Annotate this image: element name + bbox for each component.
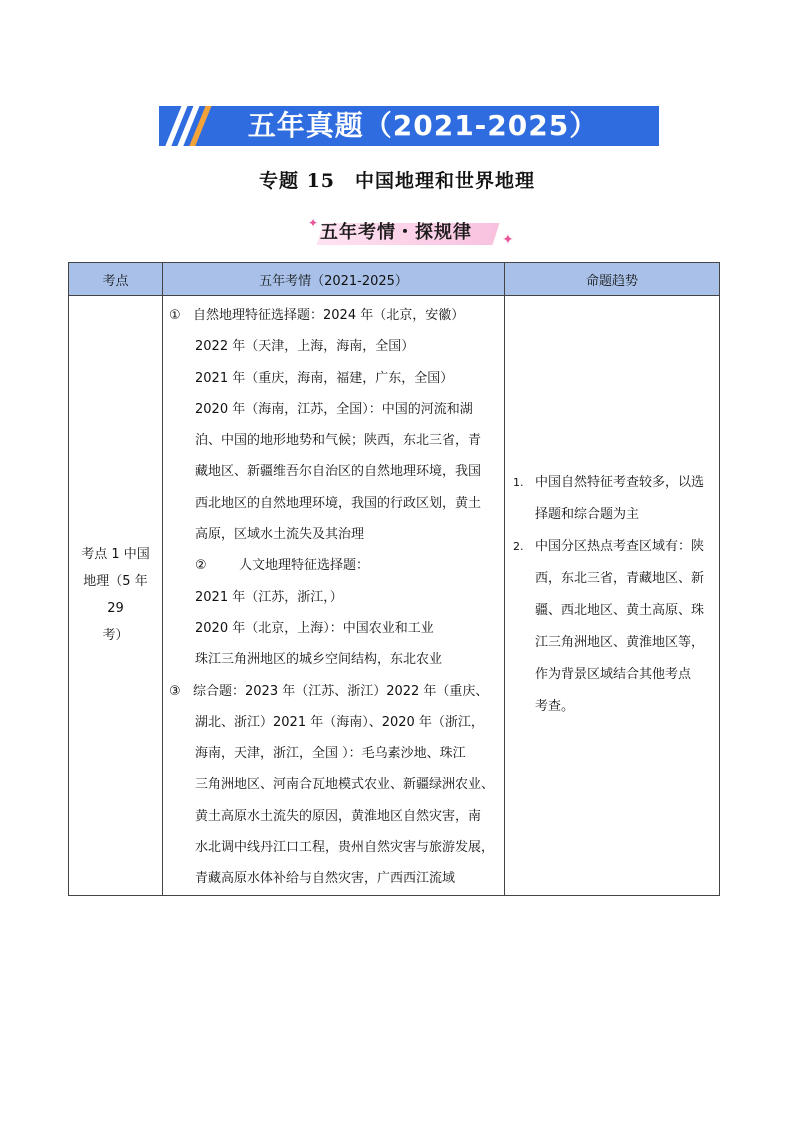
detail-line xyxy=(169,300,500,331)
trend-item xyxy=(511,467,711,531)
detail-line xyxy=(169,676,500,707)
trend-cell xyxy=(505,296,720,896)
item-marker: ③ xyxy=(169,683,181,699)
sparkle-icon: ✦ xyxy=(308,216,319,230)
point-cell xyxy=(69,296,163,896)
detail-line: 湖北、浙江）2021 年（海南）、2020 年（浙江， xyxy=(195,714,484,730)
title-banner xyxy=(159,106,659,146)
point-label-line: 考） xyxy=(102,628,129,644)
detail-line: 海南，天津，浙江，全国 ）：毛乌素沙地、珠江 xyxy=(195,746,466,762)
sparkle-icon: ✦ xyxy=(502,232,514,248)
detail-line: 2021 年（重庆，海南，福建，广东，全国） xyxy=(195,370,454,386)
detail-line: 三角洲地区、河南合瓦地模式农业、新疆绿洲农业、 xyxy=(195,777,495,793)
trend-line: 中国自然特征考查较多，以选 xyxy=(535,475,705,491)
trend-number: 1. xyxy=(513,476,524,490)
topic-subtitle: 专题 15 中国地理和世界地理 xyxy=(258,170,536,192)
header-detail: 五年考情（2021-2025） xyxy=(163,263,505,296)
detail-line: 2020 年（北京，上海）：中国农业和工业 xyxy=(195,620,434,636)
detail-line: 泊、中国的地形地势和气候；陕西，东北三省，青 xyxy=(195,433,482,449)
detail-text: 综合题：2023 年（江苏、浙江）2022 年（重庆、 xyxy=(193,683,489,699)
detail-line: 珠江三角洲地区的城乡空间结构，东北农业 xyxy=(195,652,443,668)
detail-line: 2021 年（江苏，浙江，） xyxy=(195,589,343,605)
trend-line: 疆、西北地区、黄土高原、珠 xyxy=(535,603,705,619)
table-header-row xyxy=(69,263,720,296)
trend-line: 西，东北三省，青藏地区、新 xyxy=(535,571,705,587)
detail-text: 人文地理特征选择题： xyxy=(239,558,370,574)
detail-line: 藏地区、新疆维吾尔自治区的自然地理环境，我国 xyxy=(195,464,482,480)
trend-line: 考查。 xyxy=(535,699,575,715)
banner-title: 五年真题（2021-2025） xyxy=(247,109,599,142)
detail-line: 高原，区域水土流失及其治理 xyxy=(195,527,365,543)
trend-number: 2. xyxy=(513,540,524,554)
trend-item xyxy=(511,531,711,723)
item-marker: ① xyxy=(169,308,181,323)
exam-analysis-table xyxy=(68,262,720,896)
header-trend: 命题趋势 xyxy=(505,263,720,296)
header-point: 考点 xyxy=(69,263,163,296)
section-heading-text: 五年考情・探规律 xyxy=(320,222,472,243)
item-marker: ② xyxy=(195,558,207,574)
detail-line: 西北地区的自然地理环境，我国的行政区划，黄土 xyxy=(195,495,482,511)
trend-line: 作为背景区域结合其他考点 xyxy=(535,667,692,683)
section-heading xyxy=(308,216,514,248)
point-label-line: 考点 1 中国 xyxy=(81,547,150,563)
trend-line: 中国分区热点考查区域有：陕 xyxy=(535,539,705,555)
trend-line: 择题和综合题为主 xyxy=(535,507,640,523)
trend-line: 江三角洲地区、黄淮地区等， xyxy=(535,635,705,651)
detail-text: 自然地理特征选择题：2024 年（北京，安徽） xyxy=(193,308,465,323)
detail-line: 2020 年（海南，江苏，全国）：中国的河流和湖 xyxy=(195,401,473,417)
detail-line xyxy=(169,550,500,581)
detail-cell xyxy=(163,296,505,896)
table-row xyxy=(69,296,720,896)
detail-line: 青藏高原水体补给与自然灾害，广西西江流域 xyxy=(195,871,456,887)
detail-line: 2022 年（天津，上海，海南，全国） xyxy=(195,339,415,355)
detail-line: 黄土高原水土流失的原因，黄淮地区自然灾害，南 xyxy=(195,808,482,824)
detail-line: 水北调中线丹江口工程，贵州自然灾害与旅游发展， xyxy=(195,840,495,856)
point-label-line: 地理（5 年 29 xyxy=(83,574,148,617)
